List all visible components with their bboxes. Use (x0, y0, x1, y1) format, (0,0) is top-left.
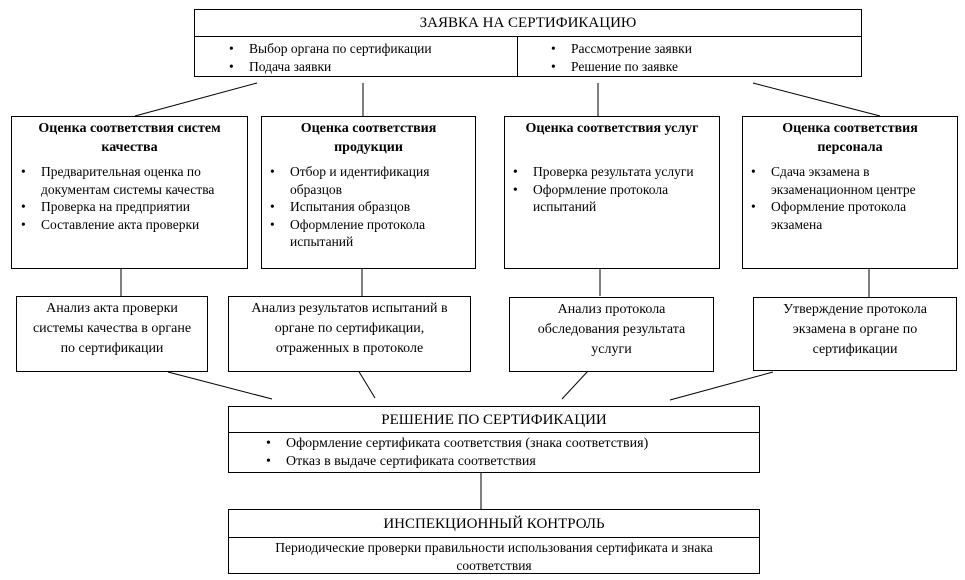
application-box (194, 9, 862, 77)
connector-application-personnel (753, 83, 880, 116)
assessment-list (12, 163, 247, 233)
inspection-text: Периодические проверки правильности использования сертификата и знака соответствия (275, 540, 713, 573)
connector-analysis3-decision (562, 371, 588, 399)
list-item: • Составление акта проверки (41, 216, 247, 234)
list-item: • Подача заявки (249, 58, 432, 76)
connector-analysis2-decision (358, 370, 375, 398)
decision-list (286, 435, 648, 470)
list-item: • Оформление протокола испытаний (533, 181, 713, 216)
list-item: • Проверка на предприятии (41, 198, 247, 216)
analysis-quality-systems: Анализ акта проверки системы качества в органе по сертификации (16, 296, 208, 372)
list-item: • Оформление протокола испытаний (290, 216, 469, 251)
assessment-title: Оценка соответствия продукции (300, 121, 437, 155)
application-divider (517, 37, 518, 77)
list-item: • Предварительная оценка по документам системы качества (41, 163, 247, 198)
decision-box (228, 406, 760, 473)
connector-analysis4-decision (670, 372, 773, 400)
list-item: • Рассмотрение заявки (571, 40, 692, 58)
assessment-list (262, 163, 475, 251)
list-item: • Проверка результата услуги (533, 163, 713, 181)
list-item: • Отказ в выдаче сертификата соответствия (286, 453, 648, 471)
application-left-list (249, 40, 432, 75)
application-title: ЗАЯВКА НА СЕРТИФИКАЦИЮ (195, 10, 861, 37)
inspection-box (228, 509, 760, 574)
list-item: • Оформление протокола экзамена (771, 198, 951, 233)
list-item: • Сдача экзамена в экзаменационном центре (771, 163, 951, 198)
list-item: • Испытания образцов (290, 198, 469, 216)
connector-application-quality (135, 83, 257, 116)
inspection-title: ИНСПЕКЦИОННЫЙ КОНТРОЛЬ (229, 510, 759, 538)
assessment-list (743, 163, 957, 233)
list-item: • Оформление сертификата соответствия (знака соответствия) (286, 435, 648, 453)
decision-title: РЕШЕНИЕ ПО СЕРТИФИКАЦИИ (229, 407, 759, 433)
analysis-services: Анализ протокола обследования результата услуги (509, 297, 714, 372)
assessment-quality-systems (11, 116, 248, 269)
analysis-products: Анализ результатов испытаний в органе по сертификации, отраженных в протоколе (228, 296, 471, 372)
assessment-services (504, 116, 720, 269)
analysis-personnel: Утверждение протокола экзамена в органе по сертификации (753, 297, 957, 371)
assessment-title: Оценка соответствия персонала (782, 121, 918, 155)
list-item: • Отбор и идентификация образцов (290, 163, 469, 198)
assessment-title: Оценка соответствия услуг (525, 121, 699, 136)
application-right-list (571, 40, 692, 75)
connector-analysis1-decision (168, 372, 272, 399)
assessment-products (261, 116, 476, 269)
assessment-personnel (742, 116, 958, 269)
list-item: • Решение по заявке (571, 58, 692, 76)
assessment-title: Оценка соответствия систем качества (38, 121, 221, 155)
assessment-list (505, 163, 719, 216)
list-item: • Выбор органа по сертификации (249, 40, 432, 58)
